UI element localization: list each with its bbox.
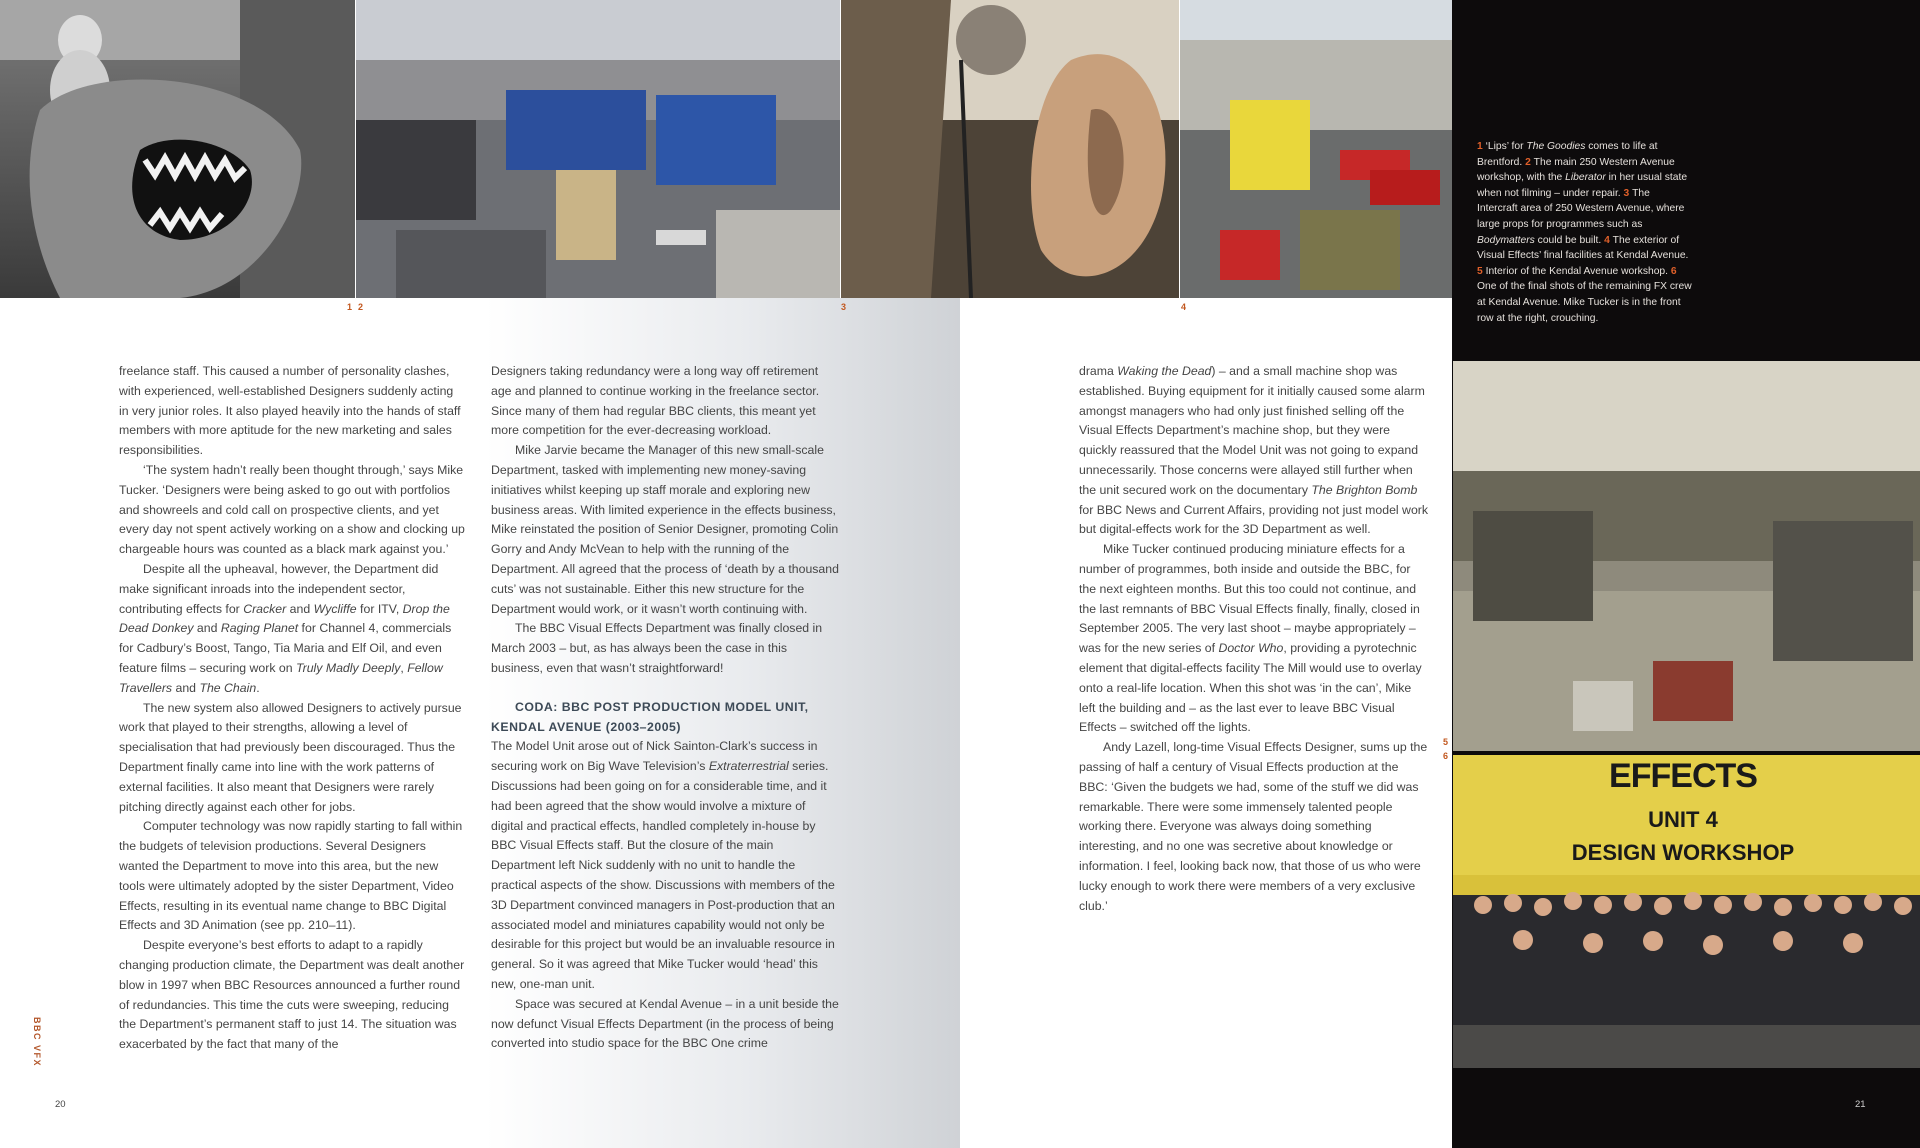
body-column-3 xyxy=(1079,362,1430,916)
caption-number: 1 xyxy=(1477,141,1486,152)
caption-number: 3 xyxy=(1623,187,1633,199)
page-number-right: 21 xyxy=(1855,1099,1866,1110)
paragraph: The BBC Visual Effects Department was finally closed in March 2003 – but, as has always been the case in this business, even that wasn’t straightforward! xyxy=(491,621,823,675)
photo-intercraft-area xyxy=(841,0,1179,298)
body-column-2-lower xyxy=(491,737,839,1054)
figure-number-6: 6 xyxy=(1443,751,1449,761)
figure-number-5: 5 xyxy=(1443,737,1449,747)
photo-fx-crew-group xyxy=(1453,755,1920,1068)
photo-lips xyxy=(0,0,355,298)
caption-text: Interior of the Kendal Avenue workshop. xyxy=(1485,265,1671,277)
paragraph: Andy Lazell, long-time Visual Effects Designer, sums up the passing of half a century of Visual Effects production at the BBC: ‘Given the budgets we had, some of the stuff we did was remarkable. There were some immensely talented people working there. Everyone was always doing something interesting, and no one was secretive about knowledge or information. I feel, looking back now, that those of us who were lucky enough to work there were members of a very exclusive club.’ xyxy=(1079,740,1428,913)
sign-design-workshop: DESIGN WORKSHOP xyxy=(1571,840,1795,865)
section-heading-line-2: KENDAL AVENUE (2003–2005) xyxy=(491,719,681,734)
figure-number-2: 2 xyxy=(358,302,364,312)
caption-text: ‘Lips’ for The Goodies comes to life at Brentford. xyxy=(1477,141,1658,168)
caption-text: One of the final shots of the remaining FX crew at Kendal Avenue. Mike Tucker is in the front row at the right, crouching. xyxy=(1477,281,1692,324)
paragraph: Despite all the upheaval, however, the Department did make significant inroads into the independent sector, contributing effects for Cracker and Wycliffe for ITV, Drop the Dead Donkey and Raging Planet for Channel 4, commercials for Cadbury’s Boost, Tango, Tia Maria and Elf Oil, and even feature films – securing work on Truly Madly Deeply, Fellow Travellers and The Chain. xyxy=(119,561,452,695)
paragraph: Mike Tucker continued producing miniature effects for a number of programmes, both inside and outside the BBC, for the next eighteen months. But this too could not continue, and the last remnants of BBC Visual Effects finally, finally, closed in September 2005. The very last shoot – maybe appropriately – was for the new series of Doctor Who, providing a pyrotechnic element that digital-effects facility The Mill would use to overlay onto a real-life location. When this shot was ‘in the can’, Mike left the building and – as the last ever to leave BBC Visual Effects – switched off the lights. xyxy=(1079,542,1422,735)
body-column-2-upper xyxy=(491,362,839,679)
paragraph: The Model Unit arose out of Nick Sainton-Clark’s success in securing work on Big Wave Television’s Extraterrestrial series. Discussions had been going on for a considerable time, and it had been agreed that the show would involve a mixture of digital and practical effects, handled completely in-house by BBC Visual Effects staff. But the closure of the main Department left Nick suddenly with no unit to handle the practical aspects of the show. Discussions with members of the 3D Department convinced managers in Post-production that an associated model and miniatures capability would not only be desirable for this project but would be an invaluable resource in general. So it was agreed that Mike Tucker would ‘head’ this new, one-man unit. xyxy=(491,739,835,991)
body-column-1 xyxy=(119,362,465,1055)
caption-text: The exterior of Visual Effects’ final facilities at Kendal Avenue. xyxy=(1477,234,1689,262)
section-heading-line-1: CODA: BBC POST PRODUCTION MODEL UNIT, xyxy=(515,699,809,714)
paragraph: Space was secured at Kendal Avenue – in a unit beside the now defunct Visual Effects Department (in the process of being converted into studio space for the BBC One crime xyxy=(491,996,839,1051)
page-number-left: 20 xyxy=(55,1099,66,1110)
paragraph: drama Waking the Dead) – and a small machine shop was established. Buying equipment for it initially caused some alarm amongst managers who had only just finished selling off the Visual Effects Department’s machine shop, but they were quickly reassured that the Model Unit was not going to expand unnecessarily. Those concerns were allayed still further when the unit secured work on the documentary The Brighton Bomb for BBC News and Current Affairs, providing not just model work but digital-effects work for the 3D Department as well. xyxy=(1079,364,1429,537)
paragraph: The new system also allowed Designers to actively pursue work that played to their strengths, allowing a level of specialisation that had previously been discouraged. Thus the Department finally came into line with the work patterns of external facilities. It also meant that Designers were rarely pitching directly against each other for jobs. xyxy=(119,700,462,814)
running-head: BBC VFX xyxy=(32,1017,42,1068)
paragraph: Computer technology was now rapidly starting to fall within the budgets of television productions. Several Designers wanted the Department to move into this area, but the new tools were ultimately adopted by the sister Department, Video Effects, resulting in its eventual name change to BBC Digital Effects and 3D Animation (see pp. 210–11). xyxy=(119,819,463,933)
paragraph: Designers taking redundancy were a long way off retirement age and planned to continue working in the freelance sector. Since many of them had regular BBC clients, this meant yet more competition for the ever-decreasing workload. xyxy=(491,364,820,438)
photo-kendal-avenue-exterior xyxy=(1180,0,1452,298)
caption-text: The main 250 Western Avenue workshop, with the Liberator in her usual state when not filming – under repair. xyxy=(1477,156,1688,199)
paragraph: freelance staff. This caused a number of personality clashes, with experienced, well-established Designers suddenly acting in very junior roles. It also played heavily into the hands of staff members with more aptitude for the new marketing and sales responsibilities. xyxy=(119,364,461,458)
body-column-2 xyxy=(491,362,839,1054)
figure-number-3: 3 xyxy=(841,302,847,312)
paragraph: Mike Jarvie became the Manager of this new small-scale Department, tasked with implementing new money-saving initiatives whilst keeping up staff morale and exploring new business areas. With limited experience in the effects business, Mike reinstated the position of Senior Designer, promoting Colin Gorry and Andy McVean to help with the running of the Department. All agreed that the process of ‘death by a thousand cuts’ was not sustainable. Either this new structure for the Department would work, or it wasn’t worth continuing with. xyxy=(491,443,839,616)
caption-number: 5 xyxy=(1477,265,1486,277)
photo-western-avenue-workshop xyxy=(356,0,840,298)
sign-unit-4: UNIT 4 xyxy=(1648,807,1718,832)
caption-text: The Intercraft area of 250 Western Avenue, where large props for programmes such as Bodymatters could be built. xyxy=(1477,187,1685,246)
sign-effects: EFFECTS xyxy=(1609,757,1757,795)
caption-number: 4 xyxy=(1604,234,1613,246)
photo-caption xyxy=(1477,139,1692,326)
paragraph: Despite everyone’s best efforts to adapt to a rapidly changing production climate, the Department was dealt another blow in 1997 when BBC Resources announced a further round of redundancies. This time the cuts were sweeping, reducing the Department’s permanent staff to just 14. The situation was exacerbated by the fact that many of the xyxy=(119,938,465,1052)
figure-number-4: 4 xyxy=(1181,302,1187,312)
photo-kendal-avenue-interior xyxy=(1453,361,1920,751)
caption-number: 2 xyxy=(1525,156,1534,168)
figure-number-1: 1 xyxy=(347,302,353,312)
paragraph: ‘The system hadn’t really been thought through,’ says Mike Tucker. ‘Designers were being asked to go out with portfolios and showreels and cold call on prospective clients, and yet every day not spent actively working on a show and clocking up chargeable hours was counted as a black mark against you.’ xyxy=(119,462,465,557)
caption-number: 6 xyxy=(1670,265,1677,277)
